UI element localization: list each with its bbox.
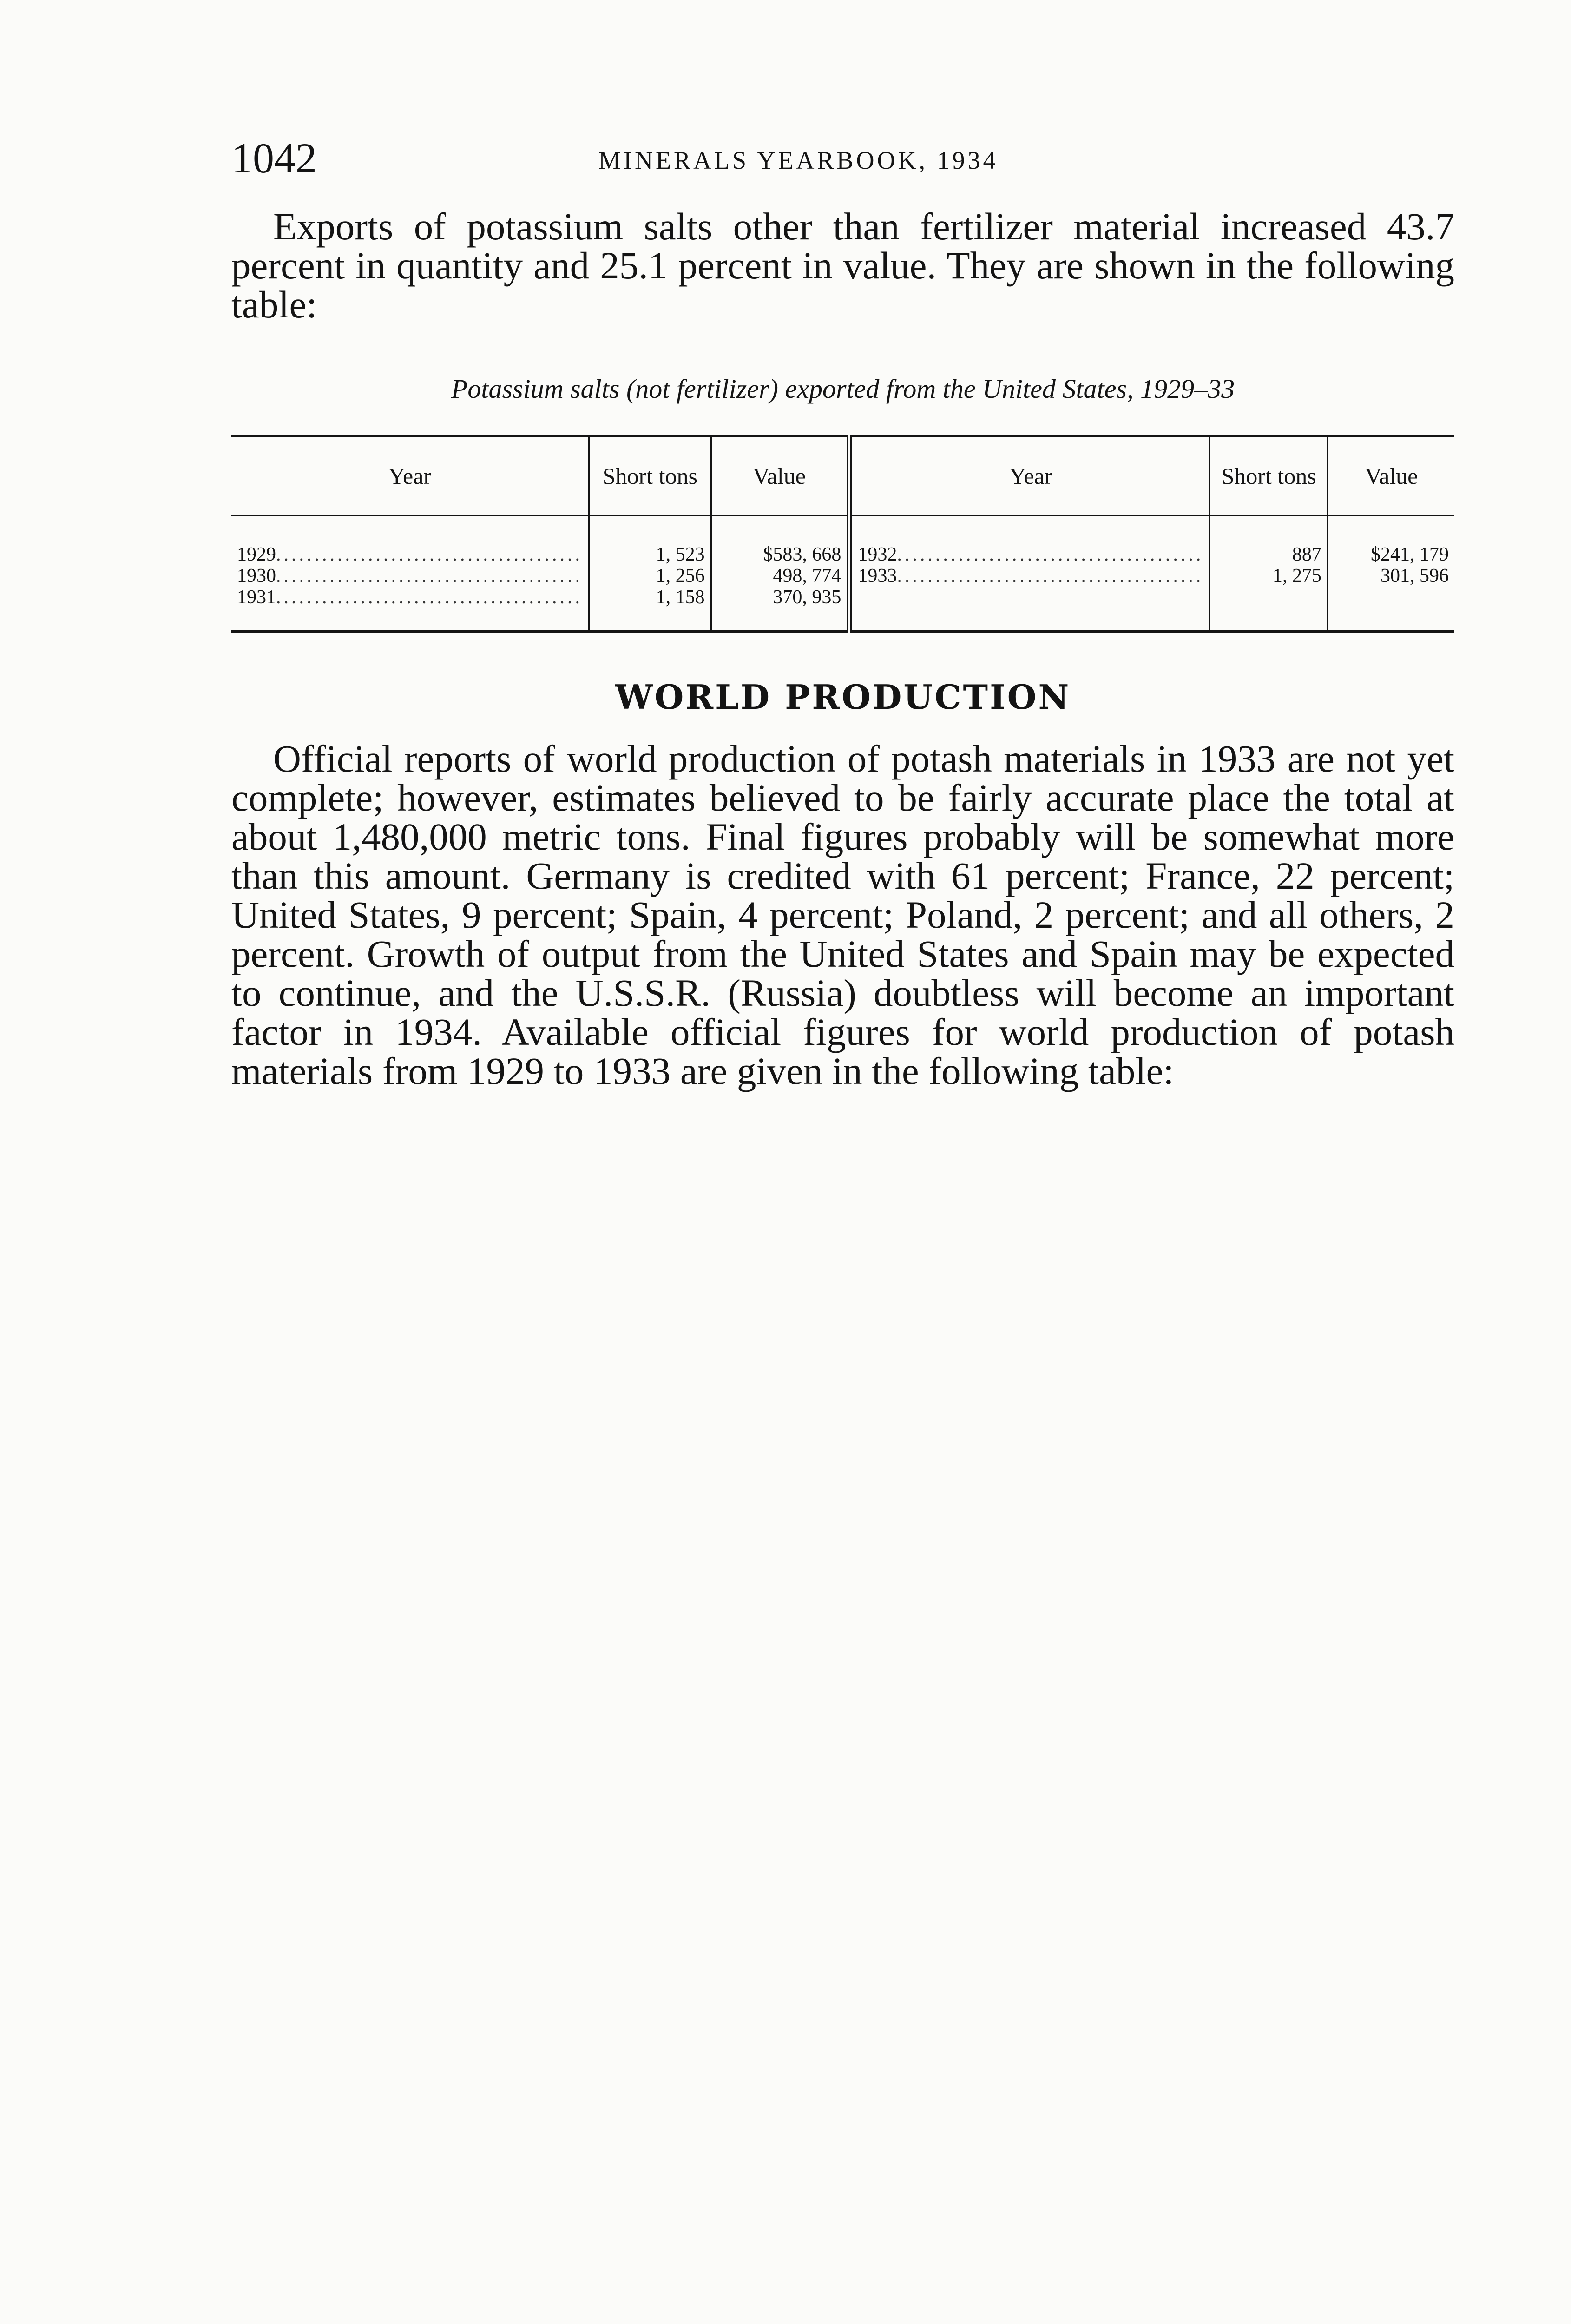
value-cell: 370, 935 <box>711 587 849 632</box>
table-row <box>231 587 1454 632</box>
short-tons-cell: 1, 523 <box>589 515 711 566</box>
year-cell: 1930........................................ <box>237 565 583 587</box>
table-row <box>231 515 1454 566</box>
world-production-paragraph: Official reports of world production of potash materials in 1933 are not yet complete; however, estimates believed to be fairly accurate place the total at about 1,480,000 metric tons. Final figures probably will be somewhat more than this amount. Germany is credited with 61 percent; France, 22 percent; United States, 9 percent; Spain, 4 percent; Poland, 2 percent; and all others, 2 percent. Growth of output from the United States and Spain may be expected to continue, and the U.S.S.R. (Russia) doubtless will become an important factor in 1934. Available official figures for world production of potash materials from 1929 to 1933 are given in the following table: <box>231 737 1454 1092</box>
short-tons-cell: 1, 158 <box>589 587 711 632</box>
empty-cell <box>1328 587 1454 632</box>
table-row <box>231 565 1454 587</box>
year-cell: 1932........................................ <box>849 515 1210 566</box>
year-cell: 1931........................................ <box>237 587 583 608</box>
empty-cell <box>849 587 1210 632</box>
exports-table <box>231 435 1454 633</box>
column-header-value: Value <box>711 436 849 515</box>
value-cell: 498, 774 <box>711 565 849 587</box>
column-header-year: Year <box>849 436 1210 515</box>
empty-cell <box>1210 587 1328 632</box>
running-head: MINERALS YEARBOOK, 1934 <box>598 146 999 174</box>
table-header-row <box>231 436 1454 515</box>
column-header-year: Year <box>231 436 589 515</box>
column-header-short-tons: Short tons <box>1210 436 1328 515</box>
year-cell: 1929........................................ <box>237 544 583 565</box>
short-tons-cell: 1, 275 <box>1210 565 1328 587</box>
section-heading: WORLD PRODUCTION <box>615 677 1071 717</box>
page-number: 1042 <box>231 134 317 182</box>
column-header-value: Value <box>1328 436 1454 515</box>
value-cell: $241, 179 <box>1328 515 1454 566</box>
year-cell: 1933........................................ <box>849 565 1210 587</box>
short-tons-cell: 887 <box>1210 515 1328 566</box>
intro-paragraph: Exports of potassium salts other than fertilizer material increased 43.7 percent in quantity and 25.1 percent in value. They are shown in the following table: <box>231 205 1454 326</box>
value-cell: $583, 668 <box>711 515 849 566</box>
short-tons-cell: 1, 256 <box>589 565 711 587</box>
value-cell: 301, 596 <box>1328 565 1454 587</box>
column-header-short-tons: Short tons <box>589 436 711 515</box>
page-header <box>231 132 1454 184</box>
table-caption: Potassium salts (not fertilizer) exported from the United States, 1929–33 <box>451 374 1235 404</box>
